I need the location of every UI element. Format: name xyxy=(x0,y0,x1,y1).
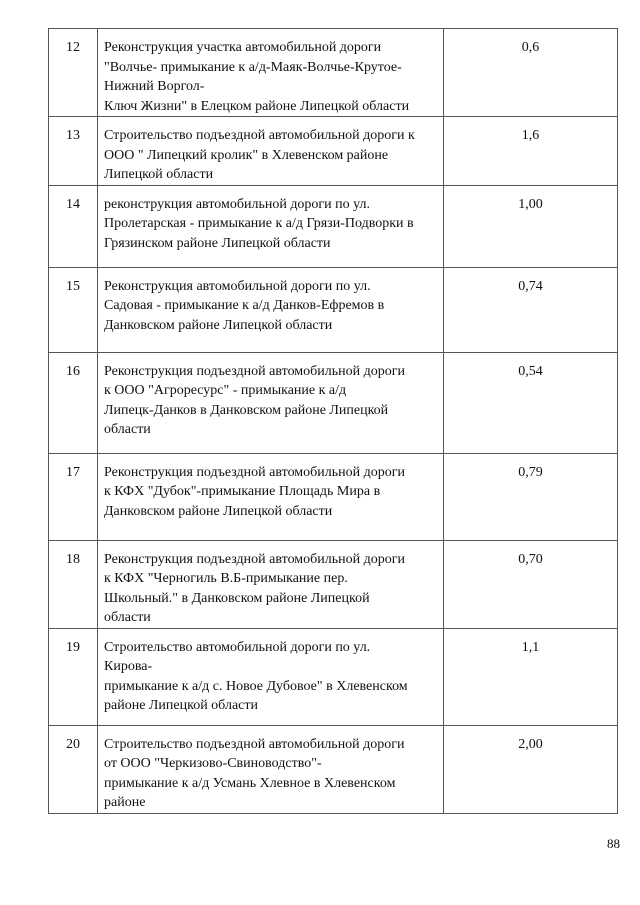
road-length-value: 0,74 xyxy=(444,267,618,352)
road-length-value: 0,70 xyxy=(444,540,618,628)
project-description: реконструкция автомобильной дороги по ул. Пролетарская - примыкание к а/д Грязи-Подворки в Грязинском районе Липецкой области xyxy=(98,185,444,267)
row-number: 17 xyxy=(49,453,98,540)
project-description: Реконструкция участка автомобильной дороги "Волчье- примыкание к а/д-Маяк-Волчье-Крутое- Нижний Воргол- Ключ Жизни" в Елецком районе Липецкой области xyxy=(98,29,444,117)
project-description: Реконструкция подъездной автомобильной дороги к КФХ "Черногиль В.Б-примыкание пер. Школьный." в Данковском районе Липецкой области xyxy=(98,540,444,628)
road-projects-table xyxy=(48,28,618,814)
table-row xyxy=(49,540,618,628)
road-length-value: 1,6 xyxy=(444,117,618,186)
row-number: 19 xyxy=(49,628,98,725)
row-number: 15 xyxy=(49,267,98,352)
row-number: 13 xyxy=(49,117,98,186)
road-length-value: 0,79 xyxy=(444,453,618,540)
table-row xyxy=(49,725,618,813)
row-number: 16 xyxy=(49,352,98,453)
table-row xyxy=(49,628,618,725)
project-description: Реконструкция автомобильной дороги по ул. Садовая - примыкание к а/д Данков-Ефремов в Данковском районе Липецкой области xyxy=(98,267,444,352)
road-length-value: 2,00 xyxy=(444,725,618,813)
table-row xyxy=(49,185,618,267)
road-length-value: 0,6 xyxy=(444,29,618,117)
road-length-value: 1,1 xyxy=(444,628,618,725)
table-row xyxy=(49,117,618,186)
table-row xyxy=(49,352,618,453)
project-description: Реконструкция подъездной автомобильной дороги к КФХ "Дубок"-примыкание Площадь Мира в Данковском районе Липецкой области xyxy=(98,453,444,540)
row-number: 14 xyxy=(49,185,98,267)
page-number: 88 xyxy=(607,836,620,851)
table-row xyxy=(49,453,618,540)
row-number: 20 xyxy=(49,725,98,813)
project-description: Строительство подъездной автомобильной дороги от ООО "Черкизово-Свиноводство"- примыкание к а/д Усмань Хлевное в Хлевенском районе xyxy=(98,725,444,813)
project-description: Строительство автомобильной дороги по ул. Кирова- примыкание к а/д с. Новое Дубовое" в Хлевенском районе Липецкой области xyxy=(98,628,444,725)
road-projects-body xyxy=(49,29,618,814)
table-row xyxy=(49,29,618,117)
road-length-value: 0,54 xyxy=(444,352,618,453)
project-description: Реконструкция подъездной автомобильной дороги к ООО "Агроресурс" - примыкание к а/д Липецк-Данков в Данковском районе Липецкой области xyxy=(98,352,444,453)
row-number: 12 xyxy=(49,29,98,117)
project-description: Строительство подъездной автомобильной дороги к ООО " Липецкий кролик" в Хлевенском районе Липецкой области xyxy=(98,117,444,186)
table-row xyxy=(49,267,618,352)
road-length-value: 1,00 xyxy=(444,185,618,267)
row-number: 18 xyxy=(49,540,98,628)
